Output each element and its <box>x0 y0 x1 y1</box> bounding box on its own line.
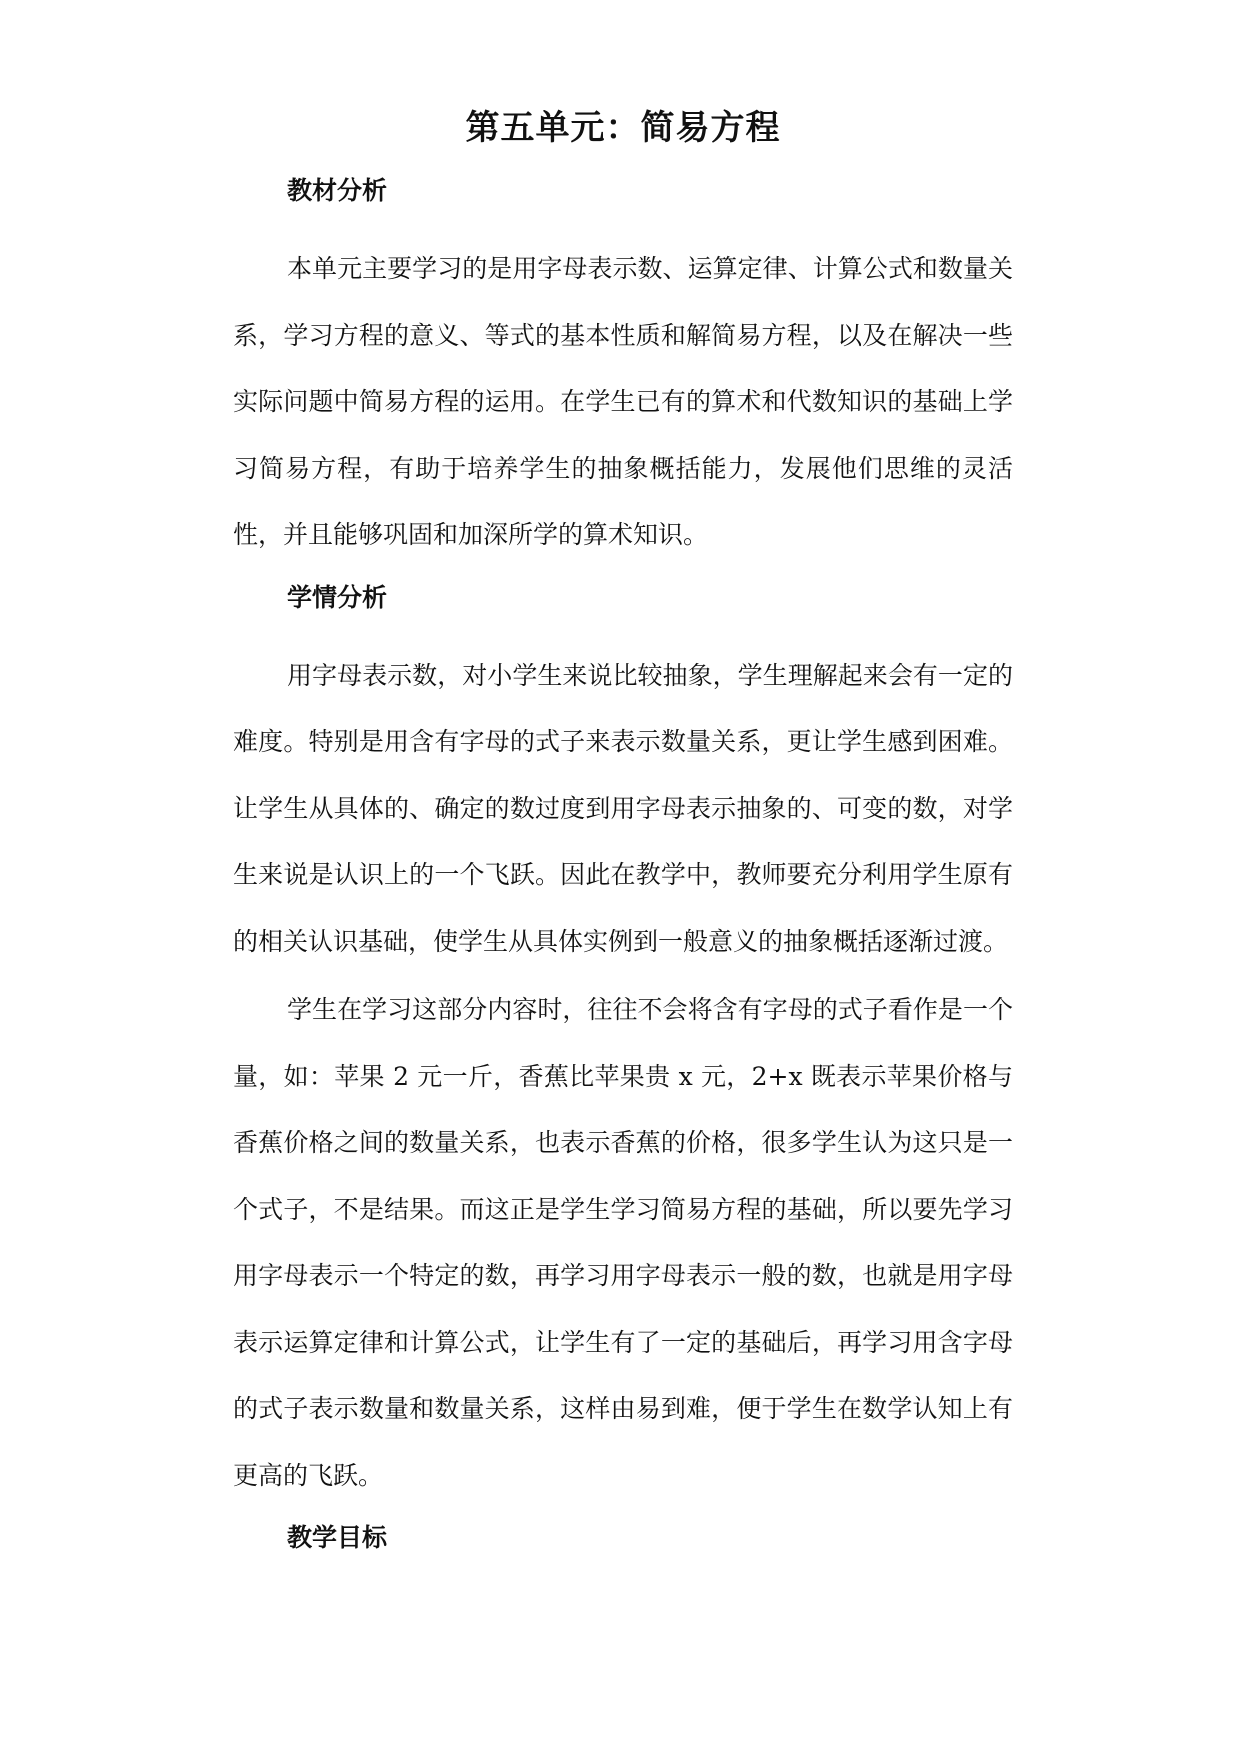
paragraph: 本单元主要学习的是用字母表示数、运算定律、计算公式和数量关系，学习方程的意义、等式的基本性质和解简易方程，以及在解决一些实际问题中简易方程的运用。在学生已有的算术和代数知识的基础上学习简易方程，有助于培养学生的抽象概括能力，发展他们思维的灵活性，并且能够巩固和加深所学的算术知识。 <box>233 254 1013 549</box>
section-student-analysis <box>233 575 1013 1510</box>
paragraph: 学生在学习这部分内容时，往往不会将含有字母的式子看作是一个量，如：苹果 2 元一斤，香蕉比苹果贵 x 元，2+x 既表示苹果价格与香蕉价格之间的数量关系，也表示香蕉的价格，很多学生认为这只是一个式子，不是结果。而这正是学生学习简易方程的基础，所以要先学习用字母表示一个特定的数，再学习用字母表示一般的数，也就是用字母表示运算定律和计算公式，让学生有了一定的基础后，再学习用含字母的式子表示数量和数量关系，这样由易到难，便于学生在数学认知上有更高的飞跃。 <box>233 995 1013 1490</box>
section-teaching-goals <box>233 1515 1013 1561</box>
document-title: 第五单元：简易方程 <box>465 108 781 148</box>
section-textbook-analysis <box>233 168 1013 569</box>
section-heading: 教材分析 <box>287 176 388 205</box>
section-heading: 教学目标 <box>287 1523 388 1552</box>
document-page <box>233 100 1013 1583</box>
section-heading: 学情分析 <box>287 582 388 612</box>
paragraph: 用字母表示数，对小学生来说比较抽象，学生理解起来会有一定的难度。特别是用含有字母的式子来表示数量关系，更让学生感到困难。让学生从具体的、确定的数过度到用字母表示抽象的、可变的数，对学生来说是认识上的一个飞跃。因此在教学中，教师要充分利用学生原有的相关认识基础，使学生从具体实例到一般意义的抽象概括逐渐过渡。 <box>233 660 1013 956</box>
